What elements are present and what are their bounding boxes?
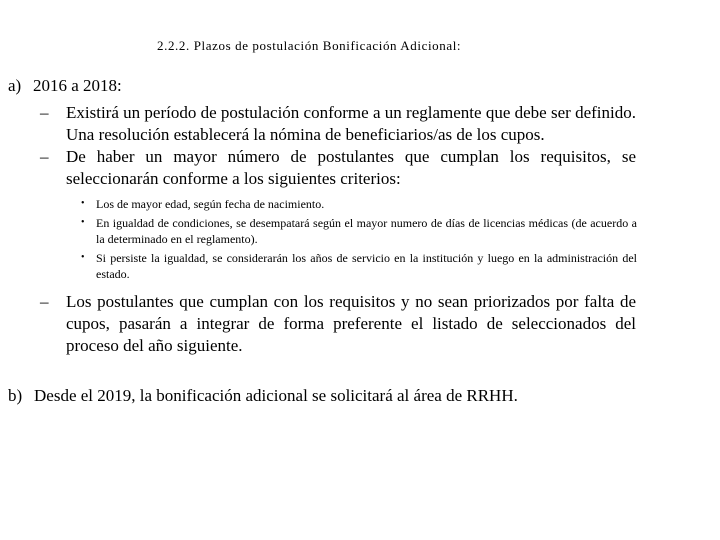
criteria-item [78,250,637,283]
dash-item-text: De haber un mayor número de postulantes que cumplan los requisitos, se seleccionarán conforme a los siguientes criterios: [66,147,636,188]
criteria-list [78,196,637,285]
dash-item-text: Existirá un período de postulación conforme a un reglamente que debe ser definido. Una resolución establecerá la nómina de beneficiarios/as de los cupos. [66,103,636,144]
item-a [8,76,122,96]
dash-item [40,102,636,146]
criteria-item-text: En igualdad de condiciones, se desempatará según el mayor numero de días de licencias médicas (de acuerdo a la determinado en el reglamento). [96,215,637,246]
criteria-item-text: Si persiste la igualdad, se considerarán los años de servicio en la institución y luego en la administración del estado. [96,250,637,281]
dash-item [40,291,636,357]
item-a-text: 2016 a 2018: [33,76,122,95]
dash-marker: – [40,292,49,311]
criteria-item [78,215,637,248]
dash-item-text: Los postulantes que cumplan con los requisitos y no sean priorizados por falta de cupos, pasarán a integrar de forma preferente el listado de seleccionados del proceso del año siguiente. [66,292,636,355]
bullet-marker: • [81,216,85,228]
criteria-item-text: Los de mayor edad, según fecha de nacimiento. [96,197,325,211]
dash-marker: – [40,147,49,166]
bullet-marker: • [81,251,85,263]
bullet-marker: • [81,198,85,209]
item-b-label: b) [8,386,23,405]
item-b [8,386,518,406]
dash-list [40,102,636,190]
dash-marker: – [40,103,49,122]
dash-item [40,146,636,190]
section-title: 2.2.2. Plazos de postulación Bonificación Adicional: [157,38,462,53]
dash-list-final [40,291,636,357]
item-b-text: Desde el 2019, la bonificación adicional se solicitará al área de RRHH. [34,386,518,405]
item-a-label: a) [8,76,22,95]
criteria-item [78,196,637,213]
